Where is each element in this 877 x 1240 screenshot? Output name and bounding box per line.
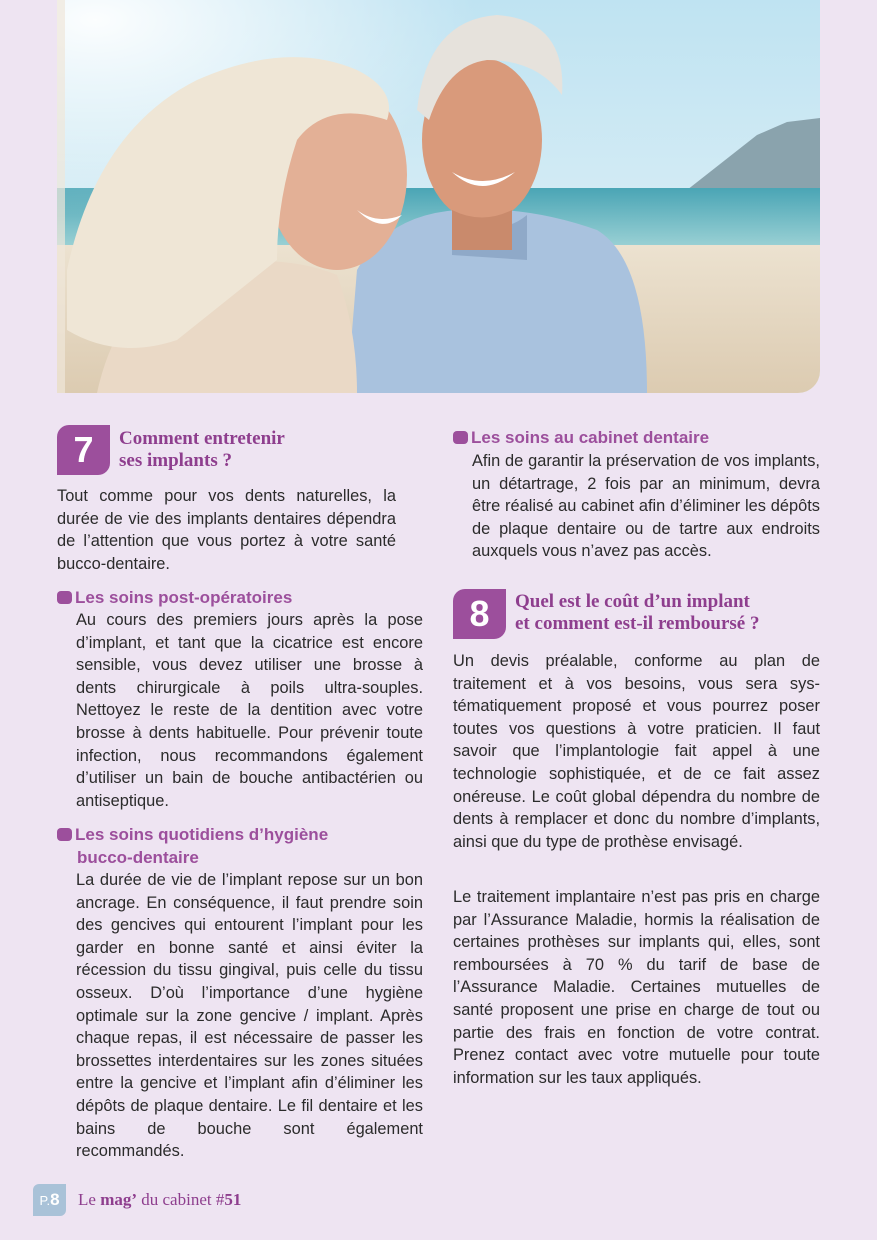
section-8-title	[515, 591, 759, 635]
bullet-square-icon	[57, 828, 72, 841]
mag-word: mag’	[100, 1190, 138, 1209]
section-number-7: 7	[57, 425, 110, 475]
daily-text: La durée de vie de l’implant repose sur un bon ancrage. En conséquence, il faut prendre soin des gencives qui entourent l’implant pour les garder en bonne santé et ainsi éviter la récession du tissu gingival, puis celle du tissu osseux. D’où l’importance d’une hygiène optimale sur la zone gencive / implant. Après chaque repas, il est nécessaire de passer les brossettes interdentaires sur les zones situées entre la gencive et l’implant afin d’éliminer les dépôts de plaque dentaire. Le fil dentaire et les bains de bouche sont également recommandés.	[76, 871, 423, 1161]
postop-heading-text: Les soins post-opératoires	[75, 588, 293, 607]
section-8-title-line1: Quel est le coût d’un implant	[515, 591, 750, 612]
section-7-title	[119, 428, 285, 472]
section-7-intro: Tout comme pour vos dents naturelles, la durée de vie des implants dentaires dépendra de l’attention que vous portez à votre santé bucco-dentaire.	[57, 487, 396, 573]
page-number-tag	[33, 1184, 66, 1216]
daily-heading-line2: bucco-dentaire	[77, 847, 199, 867]
section-number-8: 8	[453, 589, 506, 639]
daily-heading	[57, 824, 328, 869]
page-prefix: P.	[39, 1192, 51, 1208]
cabinet-heading	[453, 427, 709, 450]
cabinet-text: Afin de garantir la préservation de vos implants, un détartrage, 2 fois par an minimum, devra être réalisé au cabinet afin d’éliminer les dépôts de plaque dentaire ou de tartre aux endroits auxquels vous n’avez pas accès.	[472, 452, 820, 561]
daily-heading-line1: Les soins quotidiens d’hygiène	[75, 825, 329, 844]
section-7-title-line2: ses implants ?	[119, 450, 232, 471]
postop-heading	[57, 587, 292, 610]
section-8-para2: Le traitement implantaire n’est pas pris en charge par l’Assurance Maladie, hormis la réalisation de certaines prothèses sur implants qui, elles, sont remboursées à 70 % du tarif de base de l’Assurance Maladie. Certaines mutuelles de santé proposent une prise en charge de tout ou partie des frais en fonction de votre contrat. Prenez contact avec votre mutuelle pour toute information sur les taux appliqués.	[453, 888, 820, 1087]
section-7-title-line1: Comment entretenir	[119, 428, 285, 449]
magazine-name	[78, 1190, 241, 1210]
bullet-square-icon	[453, 431, 468, 444]
postop-text: Au cours des premiers jours après la pose d’implant, et tant que la cicatrice est encore sensible, vous devez utiliser une brosse à dents chirurgicale à poils ultra-souples. Nettoyez le reste de la dentition avec votre brosse à dents habituelle. Pour prévenir toute infection, nous recommandons également d’utiliser un bain de bouche antibactérien ou antiseptique.	[76, 611, 423, 810]
page-footer	[33, 1184, 241, 1216]
bullet-square-icon	[57, 591, 72, 604]
page-number: 8	[50, 1190, 60, 1209]
mag-post: du cabinet #	[137, 1190, 225, 1209]
issue-number: 51	[224, 1190, 242, 1209]
section-8-title-line2: et comment est-il remboursé ?	[515, 613, 760, 634]
mag-pre: Le	[78, 1190, 101, 1209]
hero-photo	[57, 0, 820, 393]
cabinet-heading-text: Les soins au cabinet dentaire	[471, 428, 710, 447]
beach-couple-photo	[57, 0, 820, 393]
section-8-para1: Un devis préalable, conforme au plan de traitement et à vos besoins, vous sera systématiquement proposé et vous pourrez poser toutes vos questions à votre praticien. Il faut savoir que l’implantologie fait appel à une technologie sophistiquée, et de ce fait assez onéreuse. Le coût global dépendra du nombre de dents à remplacer et donc du nombre d’implants, ainsi que du type de prothèse envisagé.	[453, 652, 820, 851]
